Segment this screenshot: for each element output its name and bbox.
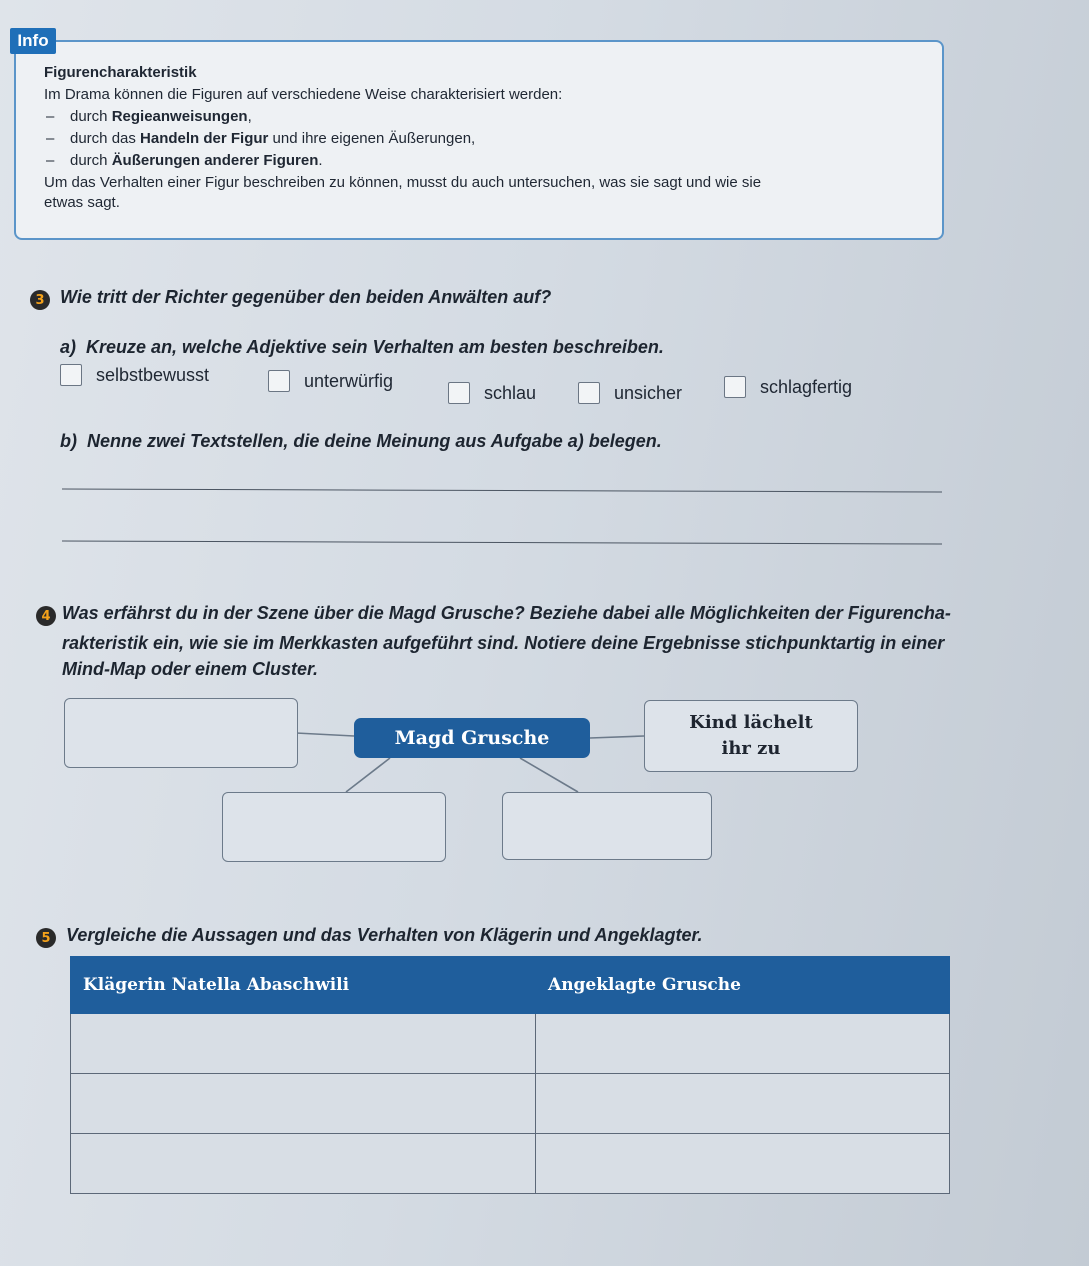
mind-map-empty-node[interactable] xyxy=(222,792,446,862)
table-header-row xyxy=(71,957,950,1014)
option-unsicher[interactable]: unsicher xyxy=(578,382,682,404)
task-5-number: 5 xyxy=(36,928,56,948)
table-cell[interactable] xyxy=(71,1134,536,1194)
info-bullet: – durch Äußerungen anderer Figuren. xyxy=(46,152,323,169)
table-cell[interactable] xyxy=(536,1014,950,1074)
option-schlau[interactable]: schlau xyxy=(448,382,536,404)
option-unterwuerfig[interactable]: unterwürfig xyxy=(268,370,393,392)
task-3a: a) Kreuze an, welche Adjektive sein Verhalten am besten beschreiben. xyxy=(60,337,664,357)
mind-map-node-kind-laechelt[interactable]: Kind lächelt ihr zu xyxy=(644,700,858,772)
info-closing: Um das Verhalten einer Figur beschreiben zu können, musst du auch untersuchen, was sie sagt und wie sie xyxy=(44,174,762,191)
option-selbstbewusst[interactable]: selbstbewusst xyxy=(60,364,209,386)
table-row xyxy=(71,1014,950,1074)
info-title: Figurencharakteristik xyxy=(44,64,197,81)
task-5-question: Vergleiche die Aussagen und das Verhalten von Klägerin und Angeklagter. xyxy=(66,925,703,945)
task-4-number: 4 xyxy=(36,606,56,626)
table-cell[interactable] xyxy=(71,1074,536,1134)
table-row xyxy=(71,1134,950,1194)
task-3-number: 3 xyxy=(30,290,50,310)
table-row xyxy=(71,1074,950,1134)
table-cell[interactable] xyxy=(536,1074,950,1134)
task-3-question: Wie tritt der Richter gegenüber den beiden Anwälten auf? xyxy=(60,287,552,307)
option-schlagfertig[interactable]: schlagfertig xyxy=(724,376,852,398)
info-closing: etwas sagt. xyxy=(44,194,120,211)
comparison-table xyxy=(70,956,950,1194)
info-bullet: – durch das Handeln der Figur und ihre eigenen Äußerungen, xyxy=(46,130,476,147)
table-cell[interactable] xyxy=(536,1134,950,1194)
task-3b: b) Nenne zwei Textstellen, die deine Meinung aus Aufgabe a) belegen. xyxy=(60,431,662,451)
info-bullet: – durch Regieanweisungen, xyxy=(46,108,252,125)
column-header: Angeklagte Grusche xyxy=(536,957,950,1014)
info-tab: Info xyxy=(10,28,56,54)
table-cell[interactable] xyxy=(71,1014,536,1074)
task-4-line: rakteristik ein, wie sie im Merkkasten aufgeführt sind. Notiere deine Ergebnisse stichpunktartig in einer xyxy=(62,633,945,653)
task-4-line: Was erfährst du in der Szene über die Magd Grusche? Beziehe dabei alle Möglichkeiten der Figurencha- xyxy=(62,603,951,623)
mind-map-center: Magd Grusche xyxy=(354,718,590,758)
mind-map-empty-node[interactable] xyxy=(64,698,298,768)
mind-map-empty-node[interactable] xyxy=(502,792,712,860)
task-4-line: Mind-Map oder einem Cluster. xyxy=(62,659,319,679)
info-intro: Im Drama können die Figuren auf verschiedene Weise charakterisiert werden: xyxy=(44,86,563,103)
column-header: Klägerin Natella Abaschwili xyxy=(71,957,536,1014)
